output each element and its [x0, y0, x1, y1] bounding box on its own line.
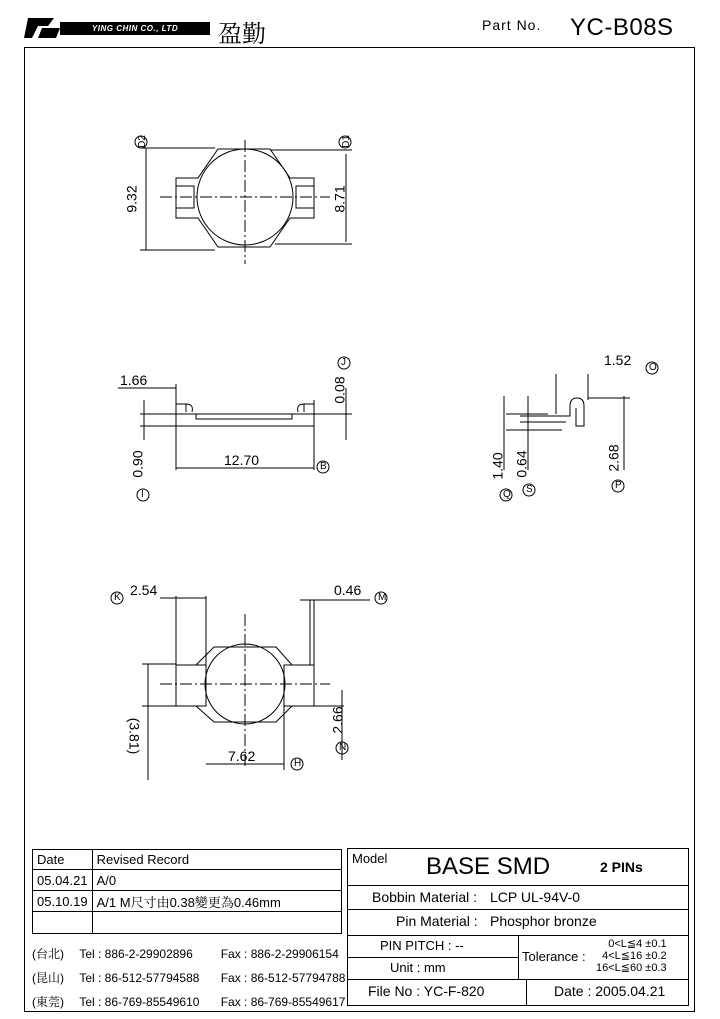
- dim-2-54: 2.54: [130, 582, 158, 598]
- table-row: [33, 912, 342, 934]
- unit: Unit : mm: [390, 960, 446, 975]
- tolerance-row: 0<L≦4 ±0.1: [608, 938, 667, 950]
- tolerance-label: Tolerance :: [522, 949, 586, 964]
- marker-i: I: [141, 489, 144, 500]
- marker-h: H: [294, 758, 302, 769]
- marker-o: O: [649, 362, 657, 373]
- contact-row: [32, 966, 345, 990]
- marker-k: K: [114, 592, 121, 603]
- rev-date: 05.10.19: [33, 891, 93, 912]
- contact-tel: Tel : 86-512-57794588: [79, 971, 200, 985]
- dim-9-32: 9.32: [123, 185, 140, 213]
- drawing-date: Date : 2005.04.21: [554, 983, 666, 999]
- tolerance-row: 16<L≦60 ±0.3: [596, 962, 667, 974]
- dim-8-71: 8.71: [331, 185, 348, 213]
- bobbin-label: Bobbin Material :: [372, 889, 478, 905]
- contact-row: [32, 942, 345, 966]
- contact-row: [32, 990, 345, 1014]
- dim-3-81-ref: (3.81): [126, 717, 143, 755]
- dim-2-66: 2.66: [329, 706, 346, 734]
- contact-tel: Tel : 86-769-85549610: [79, 995, 200, 1009]
- tolerance-row: 4<L≦16 ±0.2: [602, 950, 667, 962]
- dim-2-68: 2.68: [605, 444, 622, 472]
- contact-tel: Tel : 886-2-29902896: [79, 947, 193, 961]
- marker-q: Q: [503, 489, 511, 500]
- dim-0-08: 0.08: [331, 376, 348, 404]
- rev-record: A/0: [92, 870, 341, 891]
- revision-table: [32, 849, 342, 934]
- model-label: Model: [352, 851, 388, 866]
- part-no: YC-B08S: [570, 14, 674, 41]
- dim-1-40: 1.40: [489, 452, 506, 480]
- pin-count: 2 PINs: [600, 859, 643, 875]
- marker-d1: D1: [340, 135, 352, 148]
- contact-city: (台北): [32, 947, 64, 961]
- top-view: [140, 140, 352, 264]
- rev-header-record: Revised Record: [92, 850, 341, 870]
- rev-header-date: Date: [33, 850, 93, 870]
- bottom-view: [142, 596, 370, 780]
- dim-0-64: 0.64: [513, 450, 530, 478]
- marker-circles: [111, 136, 658, 770]
- table-row: [33, 891, 342, 912]
- pin-material: Phosphor bronze: [490, 913, 597, 929]
- spec-block: [347, 848, 689, 1006]
- rev-date: [33, 912, 93, 934]
- marker-b: B: [320, 461, 327, 472]
- pin-pitch: PIN PITCH : --: [380, 938, 464, 953]
- logo-text: YING CHIN CO., LTD: [60, 22, 210, 35]
- tolerance-table: [596, 938, 667, 974]
- table-row: [33, 870, 342, 891]
- pin-material-label: Pin Material :: [396, 913, 478, 929]
- marker-n: N: [339, 742, 347, 753]
- dim-1-52: 1.52: [604, 352, 632, 368]
- contact-city: (昆山): [32, 971, 64, 985]
- rev-record: [92, 912, 341, 934]
- marker-p: P: [615, 480, 622, 491]
- brand-name-cn: 盈勤: [218, 20, 266, 48]
- dim-1-66: 1.66: [120, 372, 148, 388]
- dim-0-46: 0.46: [334, 582, 362, 598]
- marker-j: J: [341, 357, 346, 368]
- contact-list: [32, 942, 345, 1014]
- contact-fax: Fax : 886-2-29906154: [220, 947, 339, 961]
- rev-date: 05.04.21: [33, 870, 93, 891]
- contact-city: (東莞): [32, 995, 64, 1009]
- marker-d2: D2: [136, 135, 148, 148]
- dim-0-90: 0.90: [129, 450, 146, 478]
- dim-7-62: 7.62: [228, 748, 256, 764]
- marker-s: S: [526, 484, 533, 495]
- bobbin-material: LCP UL-94V-0: [490, 889, 581, 905]
- marker-m: M: [378, 592, 387, 603]
- rev-record: A/1 M尺寸由0.38變更為0.46mm: [92, 891, 341, 912]
- contact-fax: Fax : 86-512-57794788: [220, 971, 346, 985]
- model-name: BASE SMD: [426, 853, 551, 880]
- dim-12-70: 12.70: [224, 452, 260, 468]
- file-no: File No : YC-F-820: [368, 983, 485, 999]
- part-no-label: Part No.: [482, 17, 542, 33]
- contact-fax: Fax : 86-769-85549617: [220, 995, 346, 1009]
